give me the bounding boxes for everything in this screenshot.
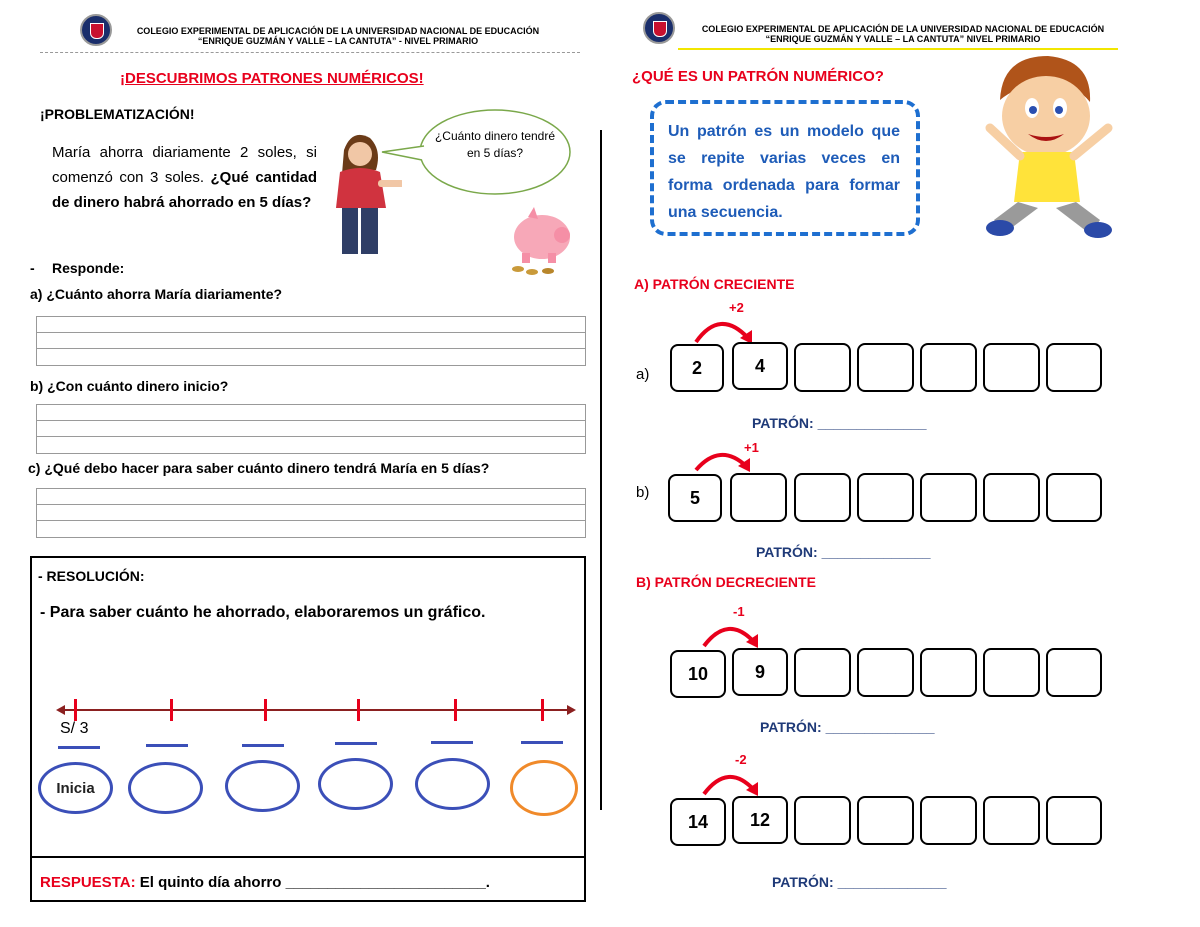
decreasing-pattern-title: B) PATRÓN DECRECIENTE (636, 574, 816, 590)
header-underline (678, 48, 1118, 50)
day-oval[interactable] (318, 758, 393, 810)
resolution-title: - RESOLUCIÓN: (38, 568, 145, 584)
number-line-tick (454, 699, 457, 721)
amount-blank[interactable] (242, 744, 284, 747)
problem-heading: ¡PROBLEMATIZACIÓN! (40, 106, 195, 122)
pattern-box[interactable] (857, 796, 914, 845)
step-arrow-icon (698, 764, 768, 798)
row-label: a) (636, 366, 650, 383)
pattern-box[interactable] (1046, 648, 1102, 697)
number-line-tick (357, 699, 360, 721)
pattern-box[interactable]: 12 (732, 796, 788, 844)
pattern-box[interactable] (920, 343, 977, 392)
answer-text: El quinto día ahorro ________________________. (139, 874, 490, 891)
increasing-pattern-title: A) PATRÓN CRECIENTE (634, 276, 795, 292)
resolution-text: - Para saber cuánto he ahorrado, elaboraremos un gráfico. (40, 604, 486, 621)
step-label: -1 (733, 604, 745, 619)
pattern-box[interactable]: 10 (670, 650, 726, 698)
school-name: COLEGIO EXPERIMENTAL DE APLICACIÓN DE LA UNIVERSIDAD NACIONAL DE EDUCACIÓN (701, 24, 1105, 34)
start-oval: Inicia (38, 762, 113, 814)
respond-label: Responde: (52, 260, 125, 276)
page-divider (600, 130, 602, 810)
pattern-box[interactable]: 4 (732, 342, 788, 390)
respond-dash: - (30, 260, 35, 276)
amount-blank[interactable] (521, 741, 563, 744)
answer-lines-c[interactable] (36, 488, 586, 538)
pattern-answer[interactable]: PATRÓN: ______________ (760, 719, 935, 735)
pattern-box[interactable] (794, 343, 851, 392)
number-line-tick (541, 699, 544, 721)
problem-statement (52, 140, 317, 215)
step-label: +1 (744, 440, 759, 455)
pattern-box[interactable] (857, 648, 914, 697)
step-label: +2 (729, 300, 744, 315)
pattern-box[interactable] (1046, 796, 1102, 845)
day-oval[interactable] (128, 762, 203, 814)
step-arrow-icon (698, 616, 768, 650)
school-crest-icon (643, 12, 675, 44)
start-amount: S/ 3 (60, 720, 89, 737)
answer-lines-a[interactable] (36, 316, 586, 366)
pattern-box[interactable] (920, 473, 977, 522)
pattern-box[interactable] (983, 473, 1040, 522)
pattern-answer[interactable]: PATRÓN: ______________ (772, 874, 947, 890)
piggy-bank-icon (498, 205, 578, 280)
school-crest-icon (80, 14, 112, 46)
answer-divider (30, 856, 586, 858)
school-header (118, 26, 558, 46)
pattern-box[interactable] (794, 796, 851, 845)
pattern-box[interactable] (1046, 343, 1102, 392)
row-label: b) (636, 484, 650, 501)
day-oval-final[interactable] (510, 760, 578, 816)
pattern-box[interactable] (794, 648, 851, 697)
speech-bubble-text: ¿Cuánto dinero tendré en 5 días? (434, 129, 556, 160)
amount-blank[interactable] (58, 746, 100, 749)
answer-row (40, 874, 490, 891)
school-subtitle: “ENRIQUE GUZMÁN Y VALLE – LA CANTUTA” - NIVEL PRIMARIO (197, 36, 479, 46)
pattern-box[interactable] (920, 796, 977, 845)
pattern-box[interactable] (857, 343, 914, 392)
pattern-question-title: ¿QUÉ ES UN PATRÓN NUMÉRICO? (632, 68, 884, 85)
header-divider (40, 52, 580, 53)
boy-illustration (978, 52, 1138, 242)
problem-question: ¿Qué cantidad de dinero habrá ahorrado en 5 días? (52, 169, 317, 211)
school-name: COLEGIO EXPERIMENTAL DE APLICACIÓN DE LA UNIVERSIDAD NACIONAL DE EDUCACIÓN (136, 26, 540, 36)
pattern-box[interactable] (983, 796, 1040, 845)
pattern-box[interactable]: 14 (670, 798, 726, 846)
amount-blank[interactable] (431, 741, 473, 744)
problem-text: María ahorra diariamente 2 soles, si comenzó con 3 soles. (52, 144, 317, 186)
pattern-answer[interactable]: PATRÓN: ______________ (752, 415, 927, 431)
pattern-box[interactable]: 9 (732, 648, 788, 696)
pattern-box[interactable] (983, 343, 1040, 392)
number-line-tick (170, 699, 173, 721)
number-line-tick (74, 699, 77, 721)
worksheet-title: ¡DESCUBRIMOS PATRONES NUMÉRICOS! (120, 70, 424, 87)
pattern-box[interactable]: 2 (670, 344, 724, 392)
step-arrow-icon (690, 310, 760, 346)
pattern-box[interactable]: 5 (668, 474, 722, 522)
definition-text: Un patrón es un modelo que se repite varias veces en forma ordenada para formar una secuencia. (668, 123, 900, 221)
question-a: a) ¿Cuánto ahorra María diariamente? (30, 286, 283, 302)
answer-label: RESPUESTA: (40, 874, 136, 891)
pattern-box[interactable] (730, 473, 787, 522)
school-header (678, 24, 1128, 44)
number-line-tick (264, 699, 267, 721)
step-label: -2 (735, 752, 747, 767)
pattern-answer[interactable]: PATRÓN: ______________ (756, 544, 931, 560)
number-line (56, 700, 580, 720)
school-subtitle: “ENRIQUE GUZMÁN Y VALLE – LA CANTUTA” NIVEL PRIMARIO (765, 34, 1041, 44)
question-b: b) ¿Con cuánto dinero inicio? (30, 378, 229, 394)
answer-lines-b[interactable] (36, 404, 586, 454)
pattern-box[interactable] (794, 473, 851, 522)
amount-blank[interactable] (335, 742, 377, 745)
day-oval[interactable] (415, 758, 490, 810)
pattern-box[interactable] (857, 473, 914, 522)
pattern-box[interactable] (1046, 473, 1102, 522)
pattern-box[interactable] (920, 648, 977, 697)
amount-blank[interactable] (146, 744, 188, 747)
question-c: c) ¿Qué debo hacer para saber cuánto dinero tendrá María en 5 días? (28, 460, 490, 476)
pattern-box[interactable] (983, 648, 1040, 697)
day-oval[interactable] (225, 760, 300, 812)
